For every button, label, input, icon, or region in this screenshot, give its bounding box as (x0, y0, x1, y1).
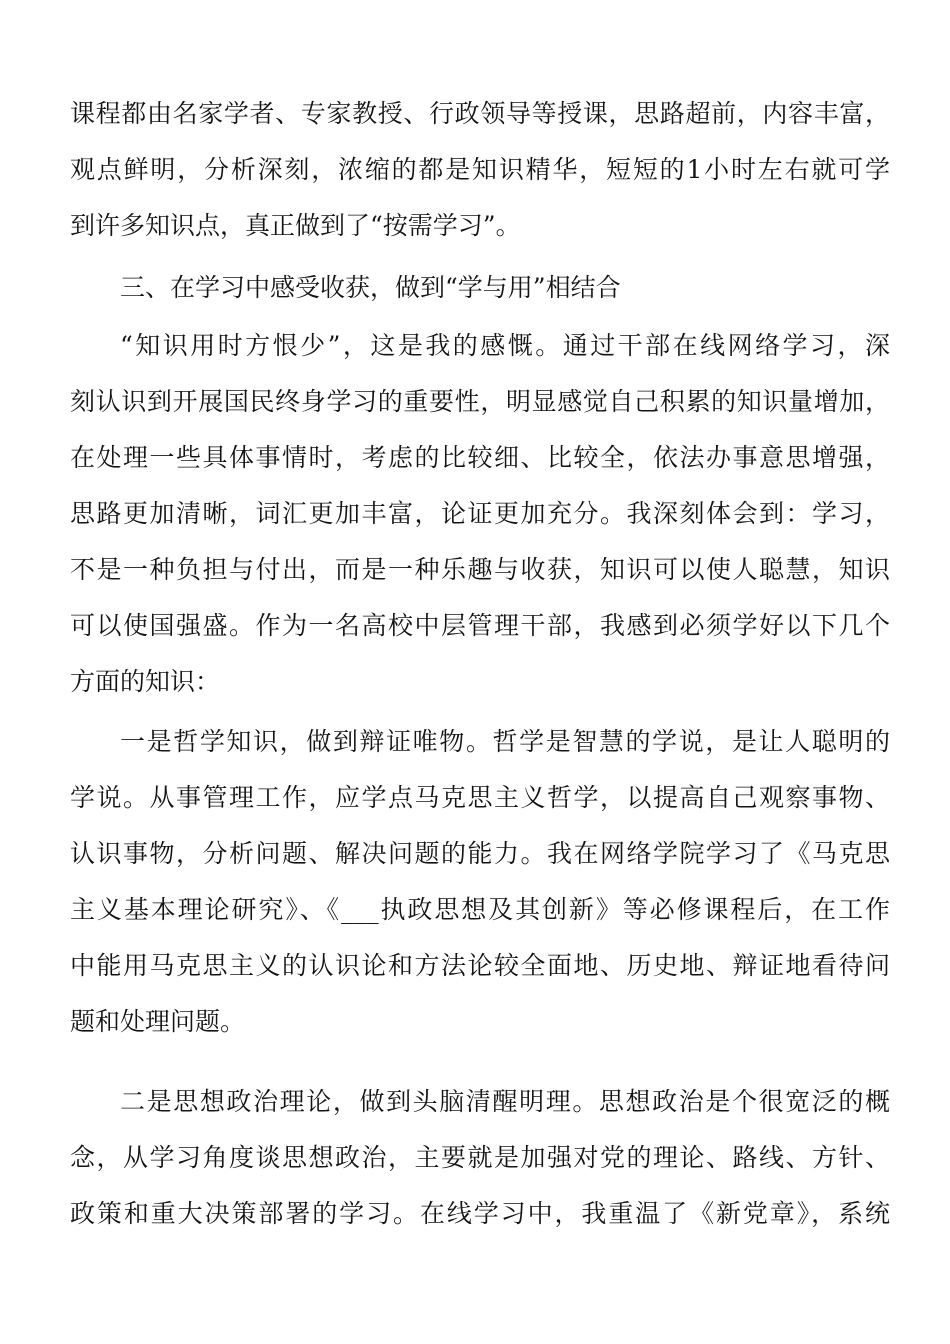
text-line-15: 主义基本理论研究》、《___执政思想及其创新》等必修课程后，在工作 (70, 895, 890, 924)
text-line-3: 到许多知识点，真正做到了“按需学习”。 (70, 211, 521, 240)
text-line-1: 课程都由名家学者、专家教授、行政领导等授课，思路超前，内容丰富， (70, 99, 890, 128)
text-line-18: 二是思想政治理论，做到头脑清醒明理。思想政治是个很宽泛的概 (120, 1087, 890, 1116)
text-line-11: 方面的知识： (70, 667, 221, 696)
text-line-6: 刻认识到开展国民终身学习的重要性，明显感觉自己积累的知识量增加， (70, 387, 890, 416)
text-line-16: 中能用马克思主义的认识论和方法论较全面地、历史地、辩证地看待问 (70, 951, 890, 980)
text-line-12: 一是哲学知识，做到辩证唯物。哲学是智慧的学说，是让人聪明的 (120, 727, 890, 756)
text-line-2: 观点鲜明，分析深刻，浓缩的都是知识精华，短短的1小时左右就可学 (70, 155, 890, 184)
text-line-10: 可以使国强盛。作为一名高校中层管理干部，我感到必须学好以下几个 (70, 611, 890, 640)
text-line-9: 不是一种负担与付出，而是一种乐趣与收获，知识可以使人聪慧，知识 (70, 555, 890, 584)
text-line-20: 政策和重大决策部署的学习。在线学习中，我重温了《新党章》，系统 (70, 1199, 890, 1228)
text-line-13: 学说。从事管理工作，应学点马克思主义哲学，以提高自己观察事物、 (70, 783, 890, 812)
section-heading: 三、在学习中感受收获，做到“学与用”相结合 (120, 273, 621, 302)
text-line-7: 在处理一些具体事情时，考虑的比较细、比较全，依法办事意思增强， (70, 443, 890, 472)
text-line-14: 认识事物，分析问题、解决问题的能力。我在网络学院学习了《马克思 (70, 839, 890, 868)
text-line-5: “知识用时方恨少”，这是我的感慨。通过干部在线网络学习，深 (120, 331, 890, 360)
text-line-8: 思路更加清晰，词汇更加丰富，论证更加充分。我深刻体会到：学习， (70, 499, 890, 528)
text-line-19: 念，从学习角度谈思想政治，主要就是加强对党的理论、路线、方针、 (70, 1143, 890, 1172)
text-line-17: 题和处理问题。 (70, 1007, 246, 1036)
